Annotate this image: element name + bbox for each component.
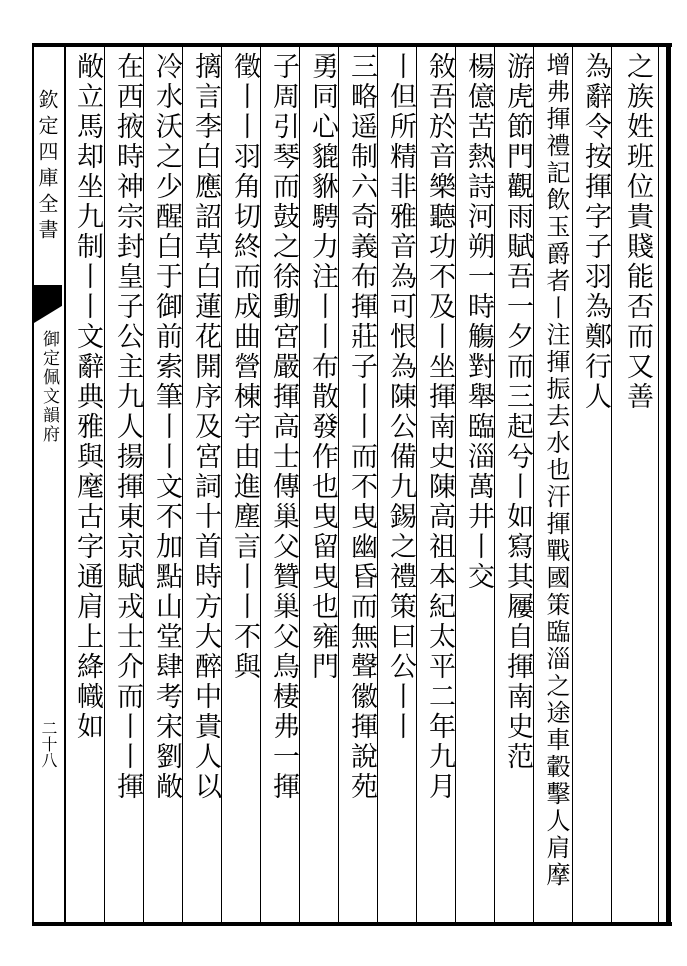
text-column-5: 楊億苦熱詩河朔一時觴對舉臨淄萬井丨交 [463,52,494,592]
frame-top-border [32,43,672,47]
text-column-1: 之族姓班位貴賤能否而又善 [622,52,653,412]
text-column-7: 丨但所精非雅音為可恨為陳公備九錫之禮策曰公丨丨 [385,52,416,742]
text-column-11: 徵丨丨羽角切終而成曲營棟宇由進塵言丨丨不與 [229,52,260,682]
gutter-book-title: 欽定四庫全書 [35,89,59,245]
text-column-2: 為辭令按揮字子羽為鄭行人 [580,52,611,412]
text-column-3: 增弗揮禮記飲玉爵者丨注揮振去水也汗揮戰國策臨淄之途車轂擊人肩摩 [542,52,570,889]
frame-right-inner-border [658,43,659,926]
text-column-8: 三略遥制六奇義布揮莊子丨丨而不曳幽昏而無聲徽揮說苑 [346,52,377,802]
frame-right-border [666,43,671,926]
text-column-15: 敞立馬却坐九制丨丨文辭典雅與麾古字通肩上絳幟如 [72,52,103,742]
gutter-inner-line [64,43,66,926]
text-column-4: 游虎節門觀雨賦吾一夕而三起兮丨如寫其屨自揮南史范 [502,52,533,772]
text-column-12: 摛言李白應詔草白蓮花開序及宮詞十首時方大醉中貴人以 [190,52,221,802]
text-column-6: 敘吾於音樂聽功不及丨坐揮南史陳高祖本紀太平二年九月 [424,52,455,802]
text-column-10: 子周引琴而鼓之徐動宮嚴揮高士傳巢父贊巢父鳥棲弗一揮 [268,52,299,802]
page-number: 二十八 [39,720,58,768]
frame-bottom-border [32,922,672,926]
text-column-14: 在西掖時神宗封皇子公主九人揚揮東京賦戎士介而丨丨揮 [112,52,143,802]
text-column-9: 勇同心貔貅騁力注丨丨布散發作也曳留曳也雍門 [307,52,338,682]
gutter-subtitle: 御定佩文韻府 [39,330,59,444]
text-column-13: 冷水沃之少醒白于御前索筆丨丨文不加點山堂肆考宋劉敞 [151,52,182,802]
fishtail-mark [34,285,62,323]
